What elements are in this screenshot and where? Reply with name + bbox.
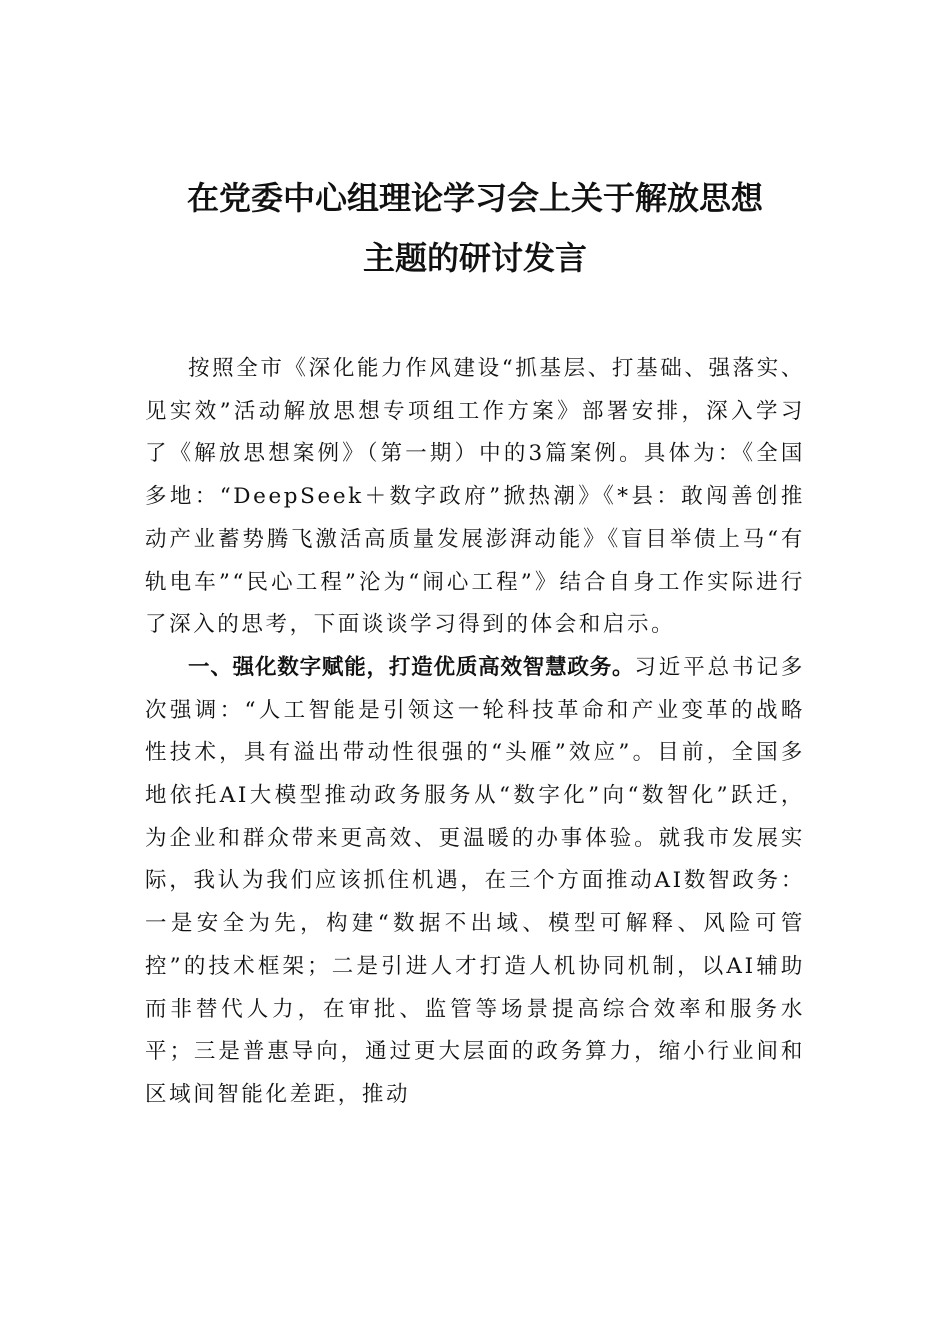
document-title: [120, 168, 830, 288]
paragraph-intro-text: 按照全市《深化能力作风建设“抓基层、打基础、强落实、见实效”活动解放思想专项组工作方案》部署安排，深入学习了《解放思想案例》（第一期）中的3篇案例。具体为：《全国多地：“DeepSeek＋数字政府”掀热潮》《*县：敢闯善创推动产业蓄势腾飞激活高质量发展澎湃动能》《盲目举债上马“有轨电车”“民心工程”沦为“闹心工程”》结合自身工作实际进行了深入的思考，下面谈谈学习得到的体会和启示。: [145, 356, 805, 638]
document-body: [145, 348, 805, 1117]
section-1-text: 习近平总书记多次强调：“人工智能是引领这一轮科技革命和产业变革的战略性技术，具有溢出带动性很强的“头雁”效应”。目前，全国多地依托AI大模型推动政务服务从“数字化”向“数智化”跃迁，为企业和群众带来更高效、更温暖的办事体验。就我市发展实际，我认为我们应该抓住机遇，在三个方面推动AI数智政务：一是安全为先，构建“数据不出域、模型可解释、风险可管控”的技术框架；二是引进人才打造人机协同机制，以AI辅助而非替代人力，在审批、监管等场景提高综合效率和服务水平；三是普惠导向，通过更大层面的政务算力，缩小行业间和区域间智能化差距，推动: [145, 654, 805, 1107]
paragraph-intro: [145, 348, 805, 647]
section-1-heading: 一、强化数字赋能，打造优质高效智慧政务。: [188, 654, 635, 680]
title-line-2: 主题的研讨发言: [362, 239, 587, 277]
title-line-1: 在党委中心组理论学习会上关于解放思想: [186, 179, 763, 217]
paragraph-section-1: [145, 647, 805, 1117]
